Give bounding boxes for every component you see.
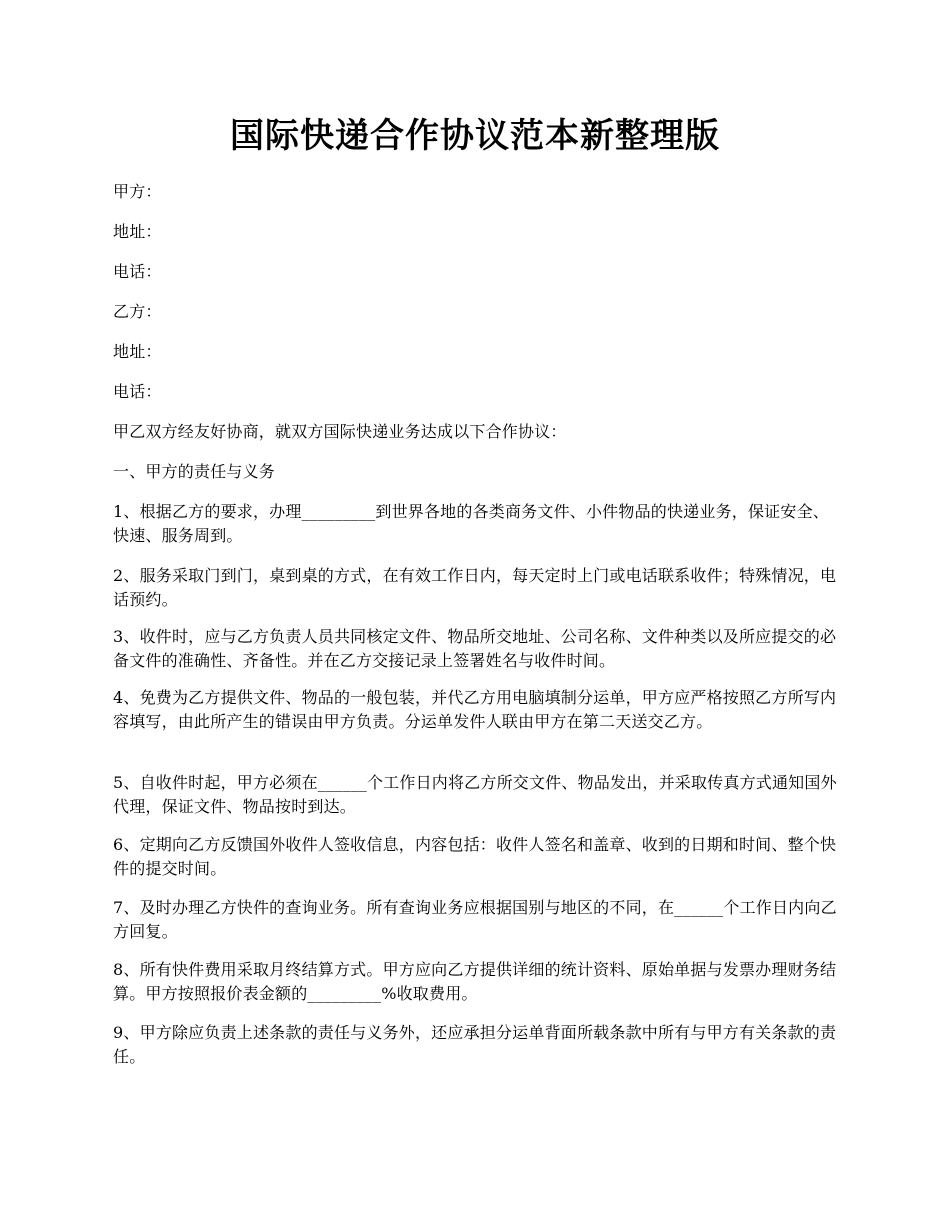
section-heading: 一、甲方的责任与义务 <box>113 462 276 481</box>
document-title: 国际快递合作协议范本新整理版 <box>230 116 720 156</box>
clause-4: 4、免费为乙方提供文件、物品的一般包装，并代乙方用电脑填制分运单，甲方应严格按照乙方所写内容填写，由此所产生的错误由甲方负责。分运单发件人联由甲方在第二天送交乙方。 <box>113 688 837 731</box>
clause-1: 1、根据乙方的要求，办理_________到世界各地的各类商务文件、小件物品的快递业务，保证安全、快速、服务周到。 <box>113 502 829 545</box>
party-a-name-label: 甲方： <box>113 182 162 201</box>
clause-3: 3、收件时，应与乙方负责人员共同核定文件、物品所交地址、公司名称、文件种类以及所应提交的必备文件的准确性、齐备性。并在乙方交接记录上签署姓名与收件时间。 <box>113 627 837 670</box>
clause-9: 9、甲方除应负责上述条款的责任与义务外，还应承担分运单背面所载条款中所有与甲方有关条款的责任。 <box>113 1023 837 1066</box>
party-a-address-label: 地址： <box>113 222 162 241</box>
party-b-phone-label: 电话： <box>113 382 162 401</box>
clause-7: 7、及时办理乙方快件的查询业务。所有查询业务应根据国别与地区的不同，在______个工作日内向乙方回复。 <box>113 898 837 941</box>
clause-5: 5、自收件时起，甲方必须在______个工作日内将乙方所交文件、物品发出，并采取传真方式通知国外代理，保证文件、物品按时到达。 <box>113 773 837 816</box>
party-b-address-label: 地址： <box>113 342 162 361</box>
intro-paragraph: 甲乙双方经友好协商，就双方国际快递业务达成以下合作协议： <box>113 422 567 441</box>
party-a-phone-label: 电话： <box>113 262 162 281</box>
clause-2: 2、服务采取门到门，桌到桌的方式，在有效工作日内，每天定时上门或电话联系收件；特殊情况，电话预约。 <box>113 566 837 609</box>
clause-6: 6、定期向乙方反馈国外收件人签收信息，内容包括：收件人签名和盖章、收到的日期和时间、整个快件的提交时间。 <box>113 835 837 878</box>
party-b-name-label: 乙方： <box>113 302 162 321</box>
clause-8: 8、所有快件费用采取月终结算方式。甲方应向乙方提供详细的统计资料、原始单据与发票办理财务结算。甲方按照报价表金额的_________%收取费用。 <box>113 960 837 1003</box>
